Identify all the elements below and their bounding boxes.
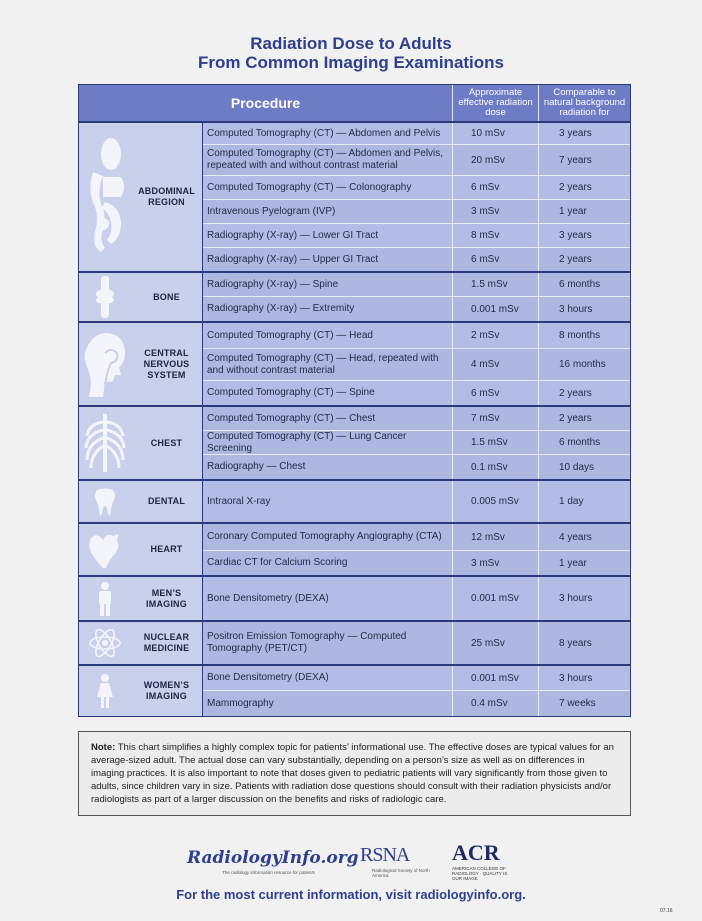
- table-row: [203, 666, 630, 691]
- procedure-cell: Computed Tomography (CT) — Colonography: [203, 176, 453, 199]
- category-label: CENTRAL NERVOUS SYSTEM: [143, 347, 190, 380]
- group-bone: [79, 273, 630, 323]
- dose-cell: 3 mSv: [453, 551, 539, 575]
- dose-cell: 10 mSv: [453, 123, 539, 144]
- title-line-2: From Common Imaging Examinations: [197, 53, 505, 72]
- group-abdominal: [79, 123, 630, 273]
- dose-cell: 1.5 mSv: [453, 273, 539, 296]
- category-label: NUCLEAR MEDICINE: [143, 632, 190, 653]
- procedure-cell: Radiography (X-ray) — Upper GI Tract: [203, 248, 453, 271]
- procedure-cell: Computed Tomography (CT) — Lung Cancer Screening: [203, 431, 453, 454]
- comparable-cell: 1 year: [559, 206, 587, 217]
- comparable-cell: 3 hours: [559, 303, 593, 315]
- procedure-cell: Computed Tomography (CT) — Chest: [203, 407, 453, 430]
- table-row: [203, 123, 630, 145]
- procedure-cell: Computed Tomography (CT) — Head: [203, 323, 453, 348]
- dose-cell: 6 mSv: [453, 176, 539, 199]
- procedure-cell: Radiography — Chest: [203, 455, 453, 479]
- category-label: MEN’S IMAGING: [146, 587, 187, 609]
- header-procedure: Procedure: [79, 85, 453, 121]
- head-icon: [79, 331, 131, 397]
- ribcage-icon: [79, 414, 131, 472]
- comparable-cell: 8 months: [559, 330, 601, 341]
- comparable-cell: 7 weeks: [559, 698, 596, 709]
- table-row: [203, 145, 630, 176]
- procedure-cell: Radiography (X-ray) — Spine: [203, 273, 453, 296]
- acr-tagline: AMERICAN COLLEGE OF RADIOLOGY · QUALITY IS OUR IMAGE: [452, 866, 508, 881]
- comparable-cell: 3 years: [559, 230, 592, 241]
- group-nuclear-medicine: [79, 622, 630, 666]
- category-label: HEART: [150, 544, 183, 554]
- header-dose: Approximate effective radiation dose: [453, 85, 539, 121]
- table-row: [203, 224, 630, 248]
- dose-cell: 6 mSv: [453, 381, 539, 405]
- man-icon: [79, 582, 131, 616]
- procedure-cell: Coronary Computed Tomography Angiography (CTA): [203, 524, 453, 550]
- comparable-cell: 6 months: [559, 279, 601, 290]
- tooth-icon: [79, 488, 131, 516]
- category-cell: [79, 666, 203, 716]
- table-row: [203, 273, 630, 297]
- group-heart: [79, 524, 630, 577]
- logo-bar: [0, 840, 702, 880]
- dose-cell: 1.5 mSv: [453, 431, 539, 454]
- procedure-cell: Radiography (X-ray) — Lower GI Tract: [203, 224, 453, 247]
- comparable-cell: 1 year: [559, 557, 587, 569]
- version-code: 07.16: [660, 908, 673, 914]
- category-cell: [79, 481, 203, 522]
- page-title: [0, 34, 702, 72]
- acr-logo: ACR: [452, 840, 500, 865]
- dose-cell: 20 mSv: [453, 145, 539, 175]
- comparable-cell: 4 years: [559, 531, 592, 543]
- comparable-cell: 7 years: [559, 154, 592, 166]
- procedure-cell: Bone Densitometry (DEXA): [203, 577, 453, 620]
- category-label: CHEST: [150, 437, 183, 448]
- procedure-cell: Computed Tomography (CT) — Head, repeated with and without contrast material: [203, 349, 453, 380]
- note-label: Note:: [91, 742, 116, 753]
- category-label: WOMEN’S IMAGING: [143, 680, 190, 701]
- dose-cell: 0.001 mSv: [453, 297, 539, 321]
- category-cell: [79, 123, 203, 271]
- table-row: [203, 407, 630, 431]
- dose-cell: 0.001 mSv: [453, 577, 539, 620]
- footer-link[interactable]: For the most current information, visit radiologyinfo.org.: [176, 887, 526, 902]
- table-row: [203, 551, 630, 575]
- procedure-cell: Mammography: [203, 691, 453, 716]
- comparable-cell: 3 hours: [559, 672, 593, 684]
- dose-cell: 7 mSv: [453, 407, 539, 430]
- table-row: [203, 200, 630, 224]
- category-label: DENTAL: [147, 496, 186, 506]
- table-row: [203, 431, 630, 455]
- table-row: [203, 349, 630, 381]
- comparable-cell: 6 months: [559, 437, 601, 448]
- dose-cell: 8 mSv: [453, 224, 539, 247]
- bone-icon: [79, 276, 131, 318]
- category-cell: [79, 323, 203, 405]
- comparable-cell: 2 years: [559, 413, 592, 424]
- table-row: [203, 297, 630, 321]
- table-row: [203, 323, 630, 349]
- table-header: [79, 85, 630, 123]
- comparable-cell: 8 years: [559, 637, 592, 649]
- note-box: [78, 731, 631, 816]
- comparable-cell: 16 months: [559, 359, 606, 370]
- radiologyinfo-tagline: The radiology information resource for patients: [222, 870, 316, 875]
- comparable-cell: 2 years: [559, 182, 592, 193]
- table-row: [203, 455, 630, 479]
- dose-cell: 12 mSv: [453, 524, 539, 550]
- comparable-cell: 2 years: [559, 387, 592, 399]
- procedure-cell: Positron Emission Tomography — Computed Tomography (PET/CT): [203, 622, 453, 664]
- dose-cell: 0.1 mSv: [453, 455, 539, 479]
- heart-icon: [79, 532, 131, 568]
- abdomen-icon: [79, 132, 131, 262]
- procedure-cell: Radiography (X-ray) — Extremity: [203, 297, 453, 321]
- comparable-cell: 3 hours: [559, 593, 593, 604]
- procedure-cell: Computed Tomography (CT) — Spine: [203, 381, 453, 405]
- dose-cell: 4 mSv: [453, 349, 539, 380]
- dose-cell: 2 mSv: [453, 323, 539, 348]
- category-cell: [79, 524, 203, 575]
- header-comparable: Comparable to natural background radiation for: [543, 87, 626, 118]
- dose-cell: 0.005 mSv: [453, 481, 539, 522]
- dose-table: [78, 84, 631, 717]
- group-dental: [79, 481, 630, 524]
- procedure-cell: Intraoral X-ray: [203, 481, 453, 522]
- atom-icon: [79, 626, 131, 660]
- comparable-cell: 10 days: [559, 461, 595, 473]
- comparable-cell: 3 years: [559, 128, 592, 139]
- dose-cell: 0.001 mSv: [453, 666, 539, 690]
- group-womens-imaging: [79, 666, 630, 716]
- table-row: [203, 176, 630, 200]
- group-mens-imaging: [79, 577, 630, 622]
- dose-cell: 25 mSv: [453, 622, 539, 664]
- category-label: ABDOMINAL REGION: [138, 186, 195, 207]
- category-label: BONE: [153, 291, 180, 302]
- dose-cell: 3 mSv: [453, 200, 539, 223]
- procedure-cell: Intravenous Pyelogram (IVP): [203, 200, 453, 223]
- table-row: [203, 577, 630, 620]
- procedure-cell: Bone Densitometry (DEXA): [203, 666, 453, 690]
- category-cell: [79, 273, 203, 321]
- table-row: [203, 248, 630, 271]
- category-cell: [79, 622, 203, 664]
- table-row: [203, 481, 630, 522]
- table-row: [203, 622, 630, 664]
- table-row: [203, 524, 630, 551]
- dose-cell: 6 mSv: [453, 248, 539, 271]
- procedure-cell: Computed Tomography (CT) — Abdomen and Pelvis, repeated with and without contrast material: [203, 145, 453, 175]
- procedure-cell: Cardiac CT for Calcium Scoring: [203, 551, 453, 575]
- title-line-1: Radiation Dose to Adults: [250, 34, 452, 53]
- category-cell: [79, 577, 203, 620]
- radiologyinfo-logo[interactable]: RadiologyInfo.org: [187, 848, 359, 868]
- group-chest: [79, 407, 630, 481]
- table-row: [203, 381, 630, 405]
- rsna-logo: RSNA: [360, 844, 410, 866]
- rsna-tagline: Radiological Society of North America: [372, 868, 430, 878]
- dose-cell: 0.4 mSv: [453, 691, 539, 716]
- comparable-cell: 2 years: [559, 254, 592, 265]
- category-cell: [79, 407, 203, 479]
- procedure-cell: Computed Tomography (CT) — Abdomen and Pelvis: [203, 123, 453, 144]
- woman-icon: [79, 674, 131, 708]
- note-text: This chart simplifies a highly complex topic for patients’ informational use. The effective doses are typical values for an average-sized adult. The actual dose can vary substantially, depending on a person’s size as well as on differences in imaging practices. It is also important to note that doses given to pediatric patients will vary significantly from those given to adults, since children vary in size. Patients with radiation dose questions should consult with their radiation physicists and/or radiologists as part of a larger discussion on the benefits and risks of radiologic care.: [91, 742, 614, 805]
- comparable-cell: 1 day: [559, 496, 584, 507]
- table-row: [203, 691, 630, 716]
- group-cns: [79, 323, 630, 407]
